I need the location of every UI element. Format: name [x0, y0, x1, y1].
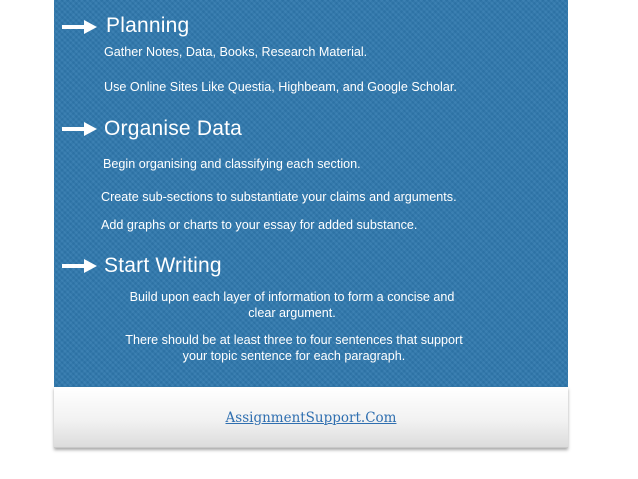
footer-website-link[interactable]: AssignmentSupport.Com — [225, 410, 397, 426]
writing-line-3: There should be at least three to four sentences that support — [125, 333, 463, 347]
organise-line-2: Create sub-sections to substantiate your claims and arguments. — [101, 190, 457, 204]
section-heading-organise-data: Organise Data — [104, 117, 243, 140]
section-heading-planning: Planning — [106, 14, 190, 37]
organise-line-3: Add graphs or charts to your essay for added substance. — [101, 218, 418, 232]
organise-line-1: Begin organising and classifying each section. — [103, 157, 361, 171]
writing-line-1: Build upon each layer of information to form a concise and — [129, 290, 455, 304]
planning-line-2: Use Online Sites Like Questia, Highbeam, and Google Scholar. — [104, 80, 457, 94]
arrow-right-icon — [62, 121, 98, 137]
writing-line-2: clear argument. — [248, 306, 336, 320]
arrow-right-icon — [62, 258, 98, 274]
slide-panel — [54, 0, 568, 387]
planning-line-1: Gather Notes, Data, Books, Research Material. — [104, 45, 368, 59]
footer-bar — [54, 387, 568, 448]
section-heading-start-writing: Start Writing — [104, 254, 222, 277]
arrow-right-icon — [62, 19, 98, 35]
writing-line-4: your topic sentence for each paragraph. — [182, 349, 406, 363]
